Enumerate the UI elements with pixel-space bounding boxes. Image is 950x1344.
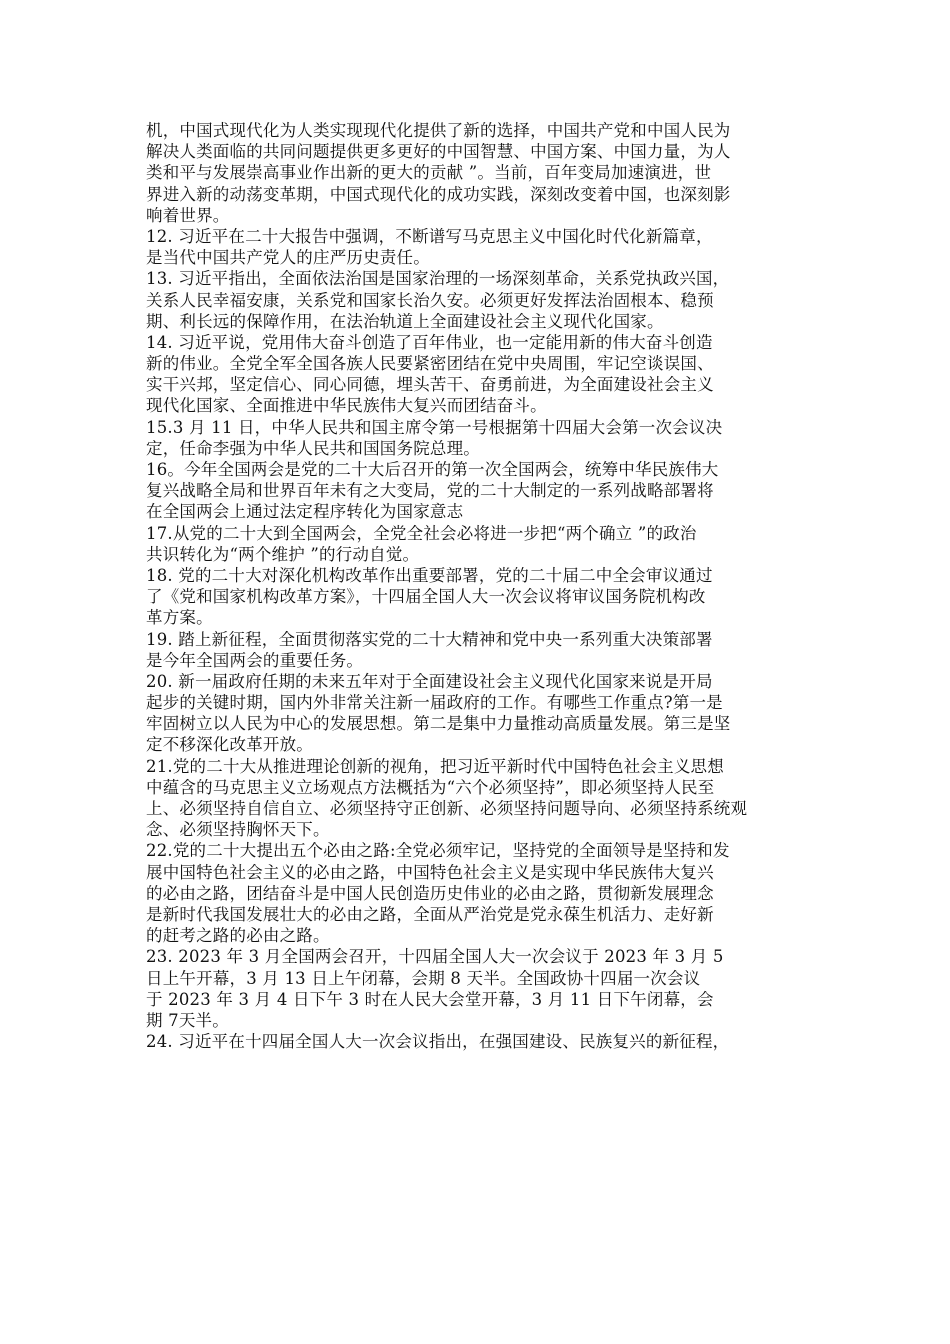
text-line: 19. 踏上新征程，全面贯彻落实党的二十大精神和党中央一系列重大决策部署	[146, 629, 713, 649]
text-line: 23. 2023 年 3 月全国两会召开，十四届全国人大一次会议于 2023 年 3 月 5	[146, 947, 724, 967]
text-line: 的必由之路，团结奋斗是中国人民创造历史伟业的必由之路，贯彻新发展理念	[146, 883, 714, 903]
text-line: 界进入新的动荡变革期，中国式现代化的成功实践，深刻改变着中国，也深刻影	[146, 184, 731, 204]
text-line: 共识转化为“两个维护 ”的行动自觉。	[146, 544, 420, 564]
text-line: 机，中国式现代化为人类实现现代化提供了新的选择，中国共产党和中国人民为	[146, 121, 731, 140]
text-line: 展中国特色社会主义的必由之路，中国特色社会主义是实现中华民族伟大复兴	[146, 862, 714, 882]
text-line: 实干兴邦，坚定信心、同心同德，埋头苦干、奋勇前进，为全面建设社会主义	[146, 375, 714, 395]
text-line: 了《党和国家机构改革方案》，十四届全国人大一次会议将审议国务院机构改	[146, 587, 706, 607]
text-line: 是今年全国两会的重要任务。	[146, 650, 364, 670]
text-line: 期、利长远的保障作用，在法治轨道上全面建设社会主义现代化国家。	[146, 311, 664, 331]
text-line: 解决人类面临的共同问题提供更多更好的中国智慧、中国方案、中国力量，为人	[146, 142, 731, 162]
text-line: 定不移深化改革开放。	[146, 735, 313, 755]
text-line: 期 7天半。	[146, 1010, 229, 1030]
text-line: 新的伟业。全党全军全国各族人民要紧密团结在党中央周围，牢记空谈误国、	[146, 354, 714, 374]
text-line: 是当代中国共产党人的庄严历史责任。	[146, 248, 430, 268]
text-line: 牢固树立以人民为中心的发展思想。第二是集中力量推动高质量发展。第三是坚	[146, 714, 731, 734]
text-line: 关系人民幸福安康，关系党和国家长治久安。必须更好发挥法治固根本、稳预	[146, 290, 714, 310]
text-line: 定，任命李强为中华人民共和国国务院总理。	[146, 438, 480, 458]
text-line: 17.从党的二十大到全国两会，全党全社会必将进一步把“两个确立 ”的政治	[146, 523, 697, 543]
text-line: 现代化国家、全面推进中华民族伟大复兴而团结奋斗。	[146, 396, 547, 416]
text-line: 日上午开幕，3 月 13 日上午闭幕，会期 8 天半。全国政协十四届一次会议	[146, 968, 701, 988]
text-line: 13. 习近平指出，全面依法治国是国家治理的一场深刻革命，关系党执政兴国，	[146, 269, 730, 289]
document-body	[146, 120, 806, 1052]
text-line: 24. 习近平在十四届全国人大一次会议指出，在强国建设、民族复兴的新征程，	[146, 1032, 730, 1052]
text-line: 的赶考之路的必由之路。	[146, 926, 330, 946]
text-line: 念、必须坚持胸怀天下。	[146, 820, 330, 840]
text-line: 14. 习近平说，党用伟大奋斗创造了百年伟业，也一定能用新的伟大奋斗创造	[146, 332, 713, 352]
text-line: 16。今年全国两会是党的二十大后召开的第一次全国两会，统筹中华民族伟大	[146, 460, 719, 479]
text-line: 15.3 月 11 日，中华人民共和国主席令第一号根据第十四届大会第一次会议决	[146, 417, 723, 437]
text-line: 是新时代我国发展壮大的必由之路，全面从严治党是党永葆生机活力、走好新	[146, 904, 714, 924]
text-line: 12. 习近平在二十大报告中强调，不断谱写马克思主义中国化时代化新篇章，	[146, 226, 713, 246]
text-line: 响着世界。	[146, 205, 230, 225]
text-line: 21.党的二十大从推进理论创新的视角，把习近平新时代中国特色社会主义思想	[146, 756, 724, 776]
text-line: 起步的关键时期，国内外非常关注新一届政府的工作。有哪些工作重点?第一是	[146, 693, 723, 713]
text-line: 类和平与发展崇高事业作出新的更大的贡献 ”。当前，百年变局加速演进，世	[146, 163, 712, 183]
text-line: 中蕴含的马克思主义立场观点方法概括为“六个必须坚持”，即必须坚持人民至	[146, 777, 715, 797]
text-line: 于 2023 年 3 月 4 日下午 3 时在人民大会堂开幕，3 月 11 日下午闭幕，会	[146, 989, 714, 1009]
text-line: 18. 党的二十大对深化机构改革作出重要部署，党的二十届二中全会审议通过	[146, 565, 713, 585]
text-line: 上、必须坚持自信自立、必须坚持守正创新、必须坚持问题导向、必须坚持系统观	[146, 799, 748, 818]
text-line: 在全国两会上通过法定程序转化为国家意志	[146, 502, 464, 522]
text-line: 复兴战略全局和世界百年未有之大变局，党的二十大制定的一系列战略部署将	[146, 481, 714, 501]
text-line: 20. 新一届政府任期的未来五年对于全面建设社会主义现代化国家来说是开局	[146, 671, 713, 691]
text-line: 革方案。	[146, 608, 213, 628]
text-line: 22.党的二十大提出五个必由之路:全党必须牢记，坚持党的全面领导是坚持和发	[146, 841, 730, 861]
